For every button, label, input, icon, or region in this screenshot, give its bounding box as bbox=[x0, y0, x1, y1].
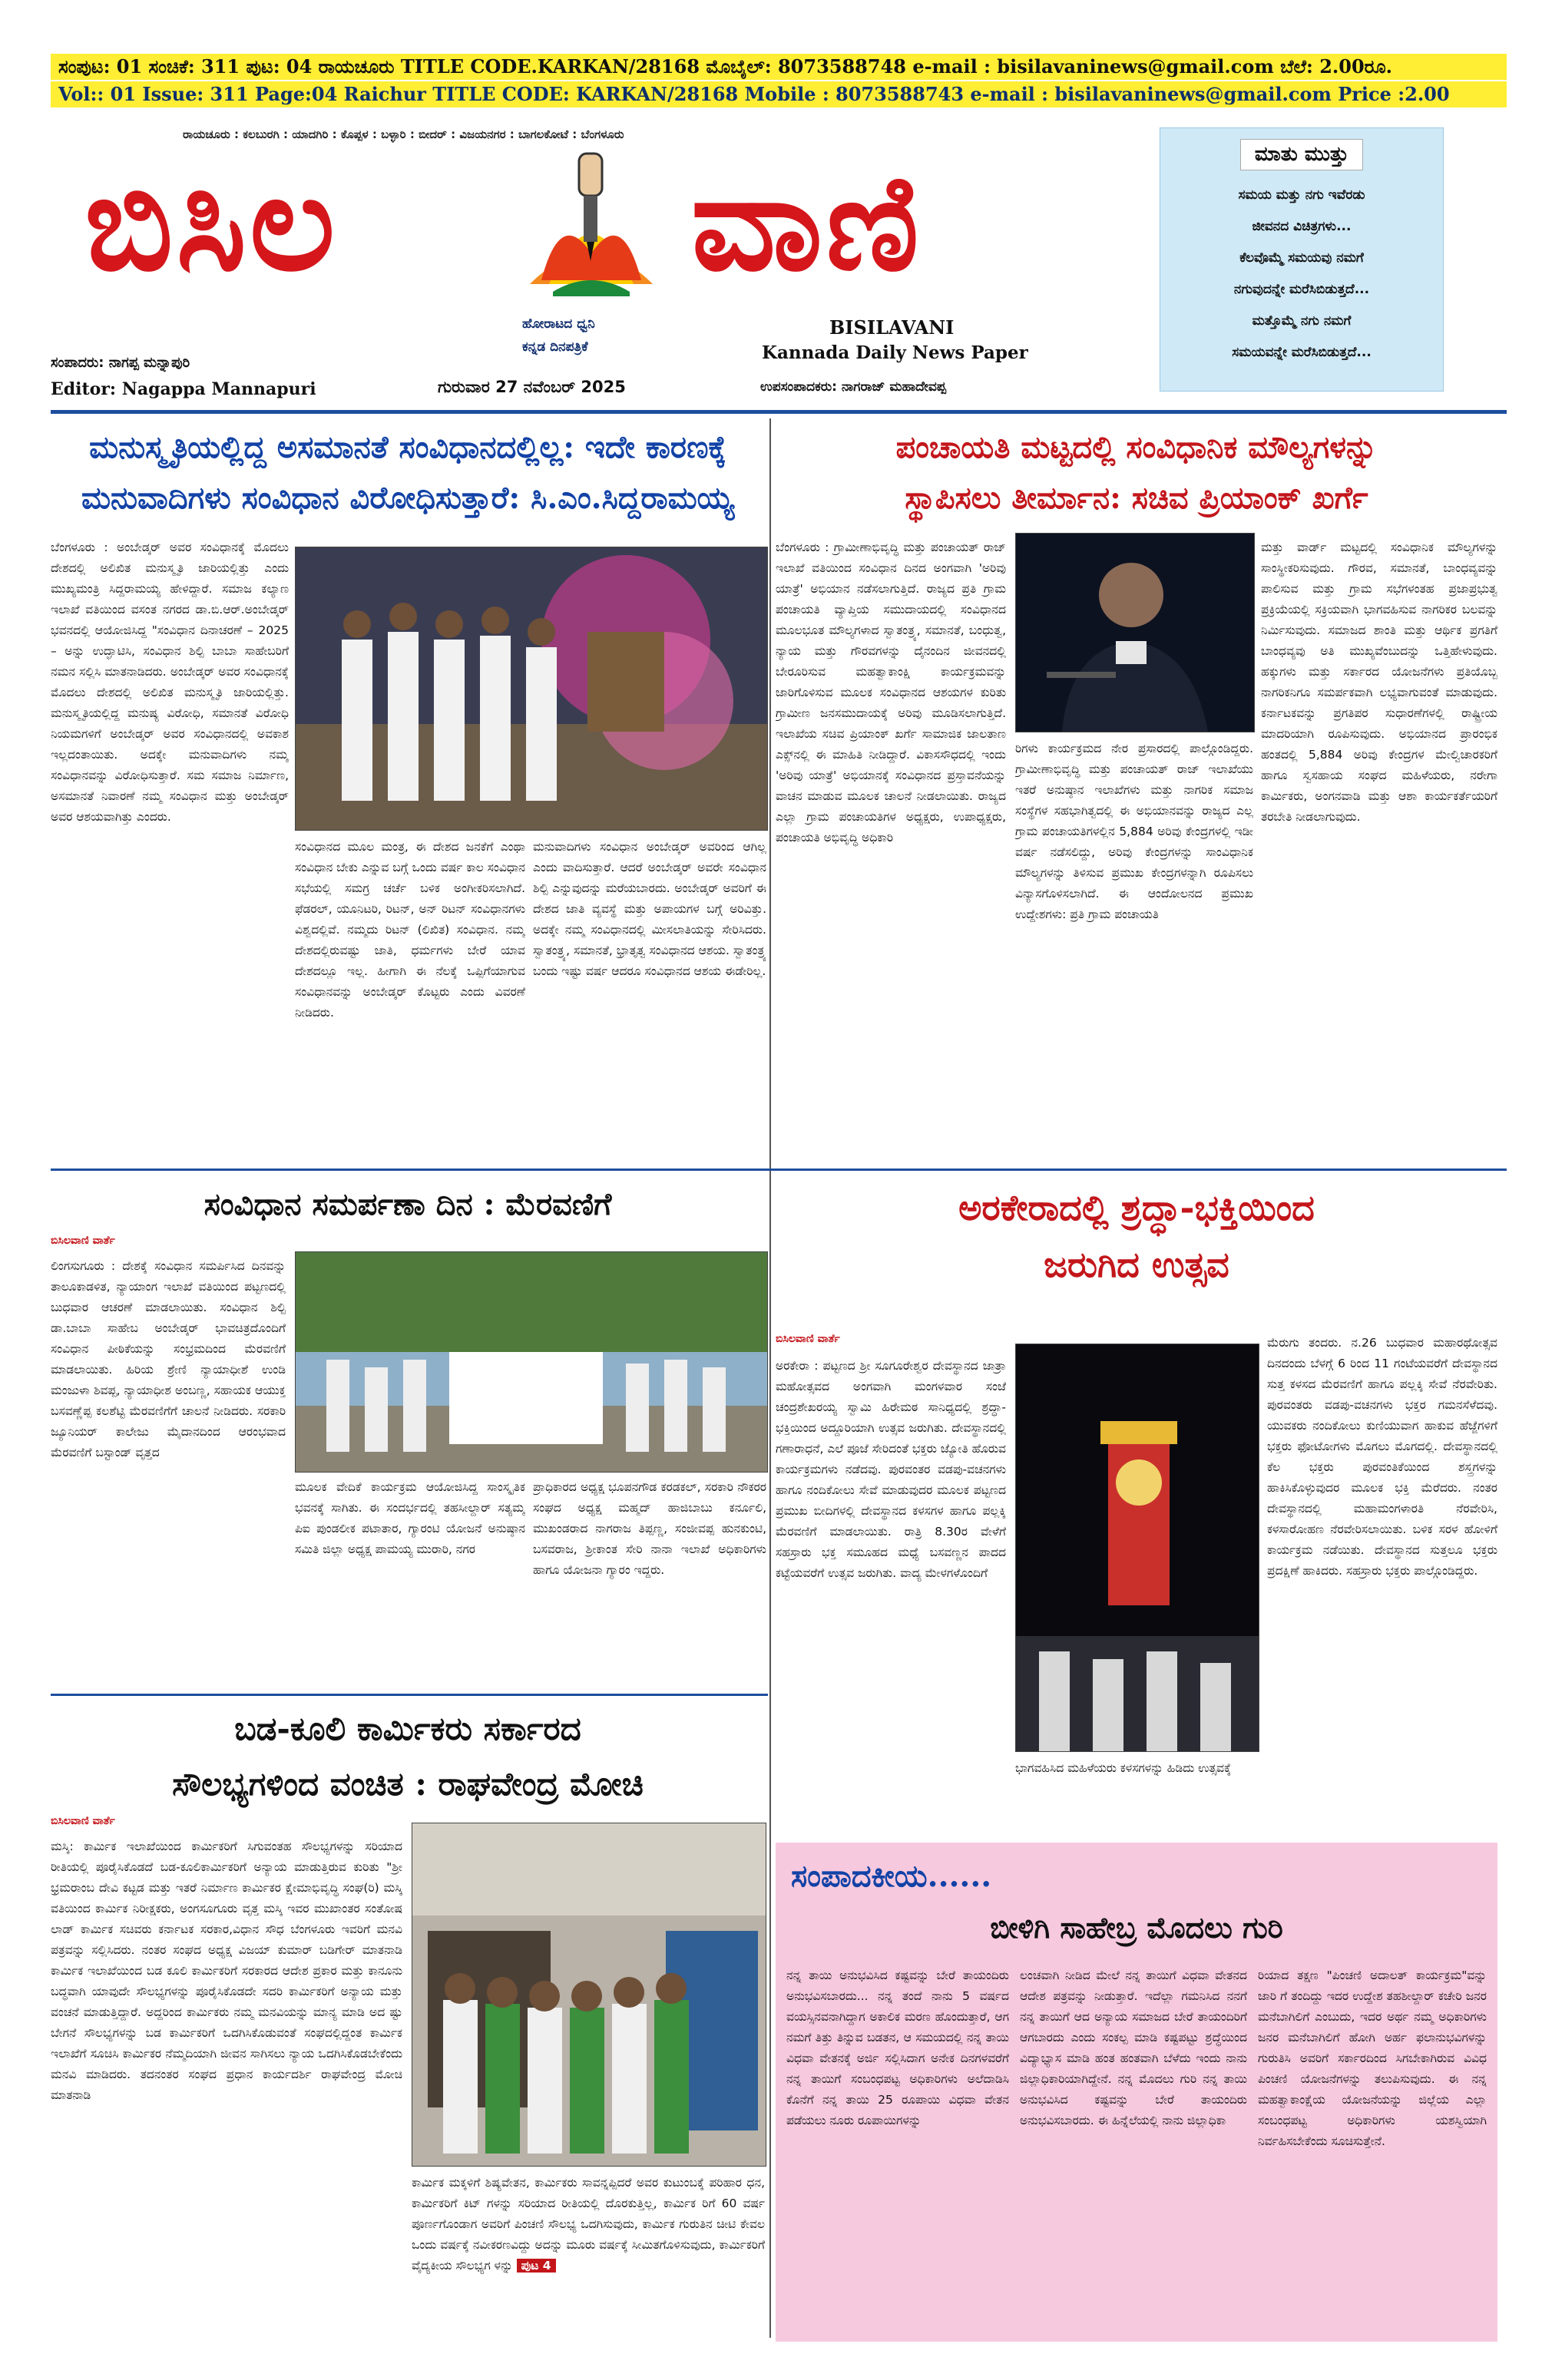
logo-text-part1: ಬಿಸಿಲ bbox=[84, 144, 339, 300]
story5-headline-line2: ಸೌಲಭ್ಯಗಳಿಂದ ವಂಚಿತ : ರಾಘವೇಂದ್ರ ಮೋಚಿ bbox=[172, 1765, 644, 1803]
editorial-col1 bbox=[786, 1965, 1009, 2334]
story2-col1 bbox=[776, 537, 1006, 1159]
story1-col1 bbox=[51, 537, 289, 1159]
tagline-daily: ಕನ್ನಡ ದಿನಪತ್ರಿಕೆ bbox=[522, 339, 588, 355]
towns-list: ರಾಯಚೂರು : ಕಲಬುರಗಿ : ಯಾದಗಿರಿ : ಕೊಪ್ಪಳ : ಬಳ್ಳಾರಿ : ಬೀದರ್ : ವಿಜಯನಗರ : ಬಾಗಲಕೋಟೆ : ಬೆಂಗಳೂರು bbox=[183, 127, 624, 141]
story1-col2 bbox=[295, 837, 525, 1159]
story3-col2 bbox=[295, 1477, 525, 1686]
story5-col2-text: ಕಾರ್ಮಿಕ ಮಕ್ಕಳಿಗೆ ಶಿಷ್ಯವೇತನ, ಕಾರ್ಮಿಕರು ಸಾವನ್ನಪ್ಪಿದರೆ ಅವರ ಕುಟುಂಬಕ್ಕೆ ಪರಿಹಾರ ಧನ, ಕಾರ್ಮಿಕರಿಗೆ ಕಿಟ್ ಗಳನ್ನು ಸರಿಯಾದ ರೀತಿಯಲ್ಲಿ ದೊರಕುತ್ತಿಲ್ಲ, ಕಾರ್ಮಿಕ ರಿಗೆ 60 ವರ್ಷ ಪೂರ್ಣಗೊಂಡಾಗ ಅವರಿಗೆ ಪಿಂಚಣಿ ಸೌಲಭ್ಯ ಒದಗಿಸುವುದು, ಕಾರ್ಮಿಕ ಗುರುತಿನ ಚೀಟಿ ಕೇವಲ ಒಂದು ವರ್ಷಕ್ಕೆ ನವೀಕರಣವಿದ್ದು ಅದನ್ನು ಮೂರು ವರ್ಷಕ್ಕೆ ಸೀಮಿತಗೊಳಿಸುವುದು, ಕಾರ್ಮಿಕರಿಗೆ ವೈದ್ಯಕೀಯ ಸೌಲಭ್ಯಗ ಳನ್ನು bbox=[412, 2176, 765, 2273]
editorial-col2 bbox=[1020, 1965, 1247, 2334]
column-divider bbox=[769, 418, 771, 2338]
section-divider bbox=[51, 1169, 1507, 1171]
story5-col1 bbox=[51, 1836, 402, 2343]
story1-col3-text: ಮನುವಾದಿಗಳು ಸಂವಿಧಾನ ಅಂಬೇಡ್ಕರ್ ಅವರಿಂದ ಆಗಿಲ್ಲ ಎಂದು ವಾದಿಸುತ್ತಾರೆ. ಆದರೆ ಅಂಬೇಡ್ಕರ್ ಅವರೇ ಸಂವಿಧಾನ ಶಿಲ್ಪಿ ಎನ್ನುವುದನ್ನು ಮರೆಯಬಾರದು. ಅಂಬೇಡ್ಕರ್ ಅವರಿಗೆ ಈ ದೇಶದ ಜಾತಿ ವ್ಯವಸ್ಥೆ ಮತ್ತು ಅಪಾಯಗಳ ಬಗ್ಗೆ ಅರಿವಿತ್ತು. ಅದಕ್ಕೇ ನಮ್ಮ ಸಂವಿಧಾನದಲ್ಲಿ ಮೀಸಲಾತಿಯನ್ನು ಸೇರಿಸಿದರು. ಸ್ವಾತಂತ್ರ್ಯ, ಸಮಾನತೆ, ಭ್ರಾತೃತ್ವ ಸಂವಿಧಾನದ ಆಶಯ. ಸ್ವಾತಂತ್ರ್ಯ ಬಂದು ಇಷ್ಟು ವರ್ಷ ಆದರೂ ಸಂವಿಧಾನದ ಆಶಯ ಈಡೇರಿಲ್ಲ. bbox=[533, 840, 766, 978]
story1-col3 bbox=[533, 837, 766, 1159]
story2-col3 bbox=[1261, 537, 1497, 1159]
quote-title: ಮಾತು ಮುತ್ತು bbox=[1240, 139, 1363, 170]
quote-line: ಸಮಯವನ್ನೇ ಮರೆಸಿಬಿಡುತ್ತದೆ... bbox=[1232, 345, 1372, 360]
story1-headline bbox=[51, 422, 765, 524]
story2-col2-text: ರಿಗಳು ಕಾರ್ಯಕ್ರಮದ ನೇರ ಪ್ರಸಾರದಲ್ಲಿ ಪಾಲ್ಗೊಂಡಿದ್ದರು. ಗ್ರಾಮೀಣಾಭಿವೃದ್ಧಿ ಮತ್ತು ಪಂಚಾಯತ್ ರಾಜ್ ಇಲಾಖೆಯು ಇತರೆ ಅನುಷ್ಠಾನ ಇಲಾಖೆಗಳು ಮತ್ತು ನಾಗರಿಕ ಸಮಾಜ ಸಂಸ್ಥೆಗಳ ಸಹಭಾಗಿತ್ವದಲ್ಲಿ ಈ ಅಭಿಯಾನವನ್ನು ರಾಜ್ಯದ ಎಲ್ಲ ಗ್ರಾಮ ಪಂಚಾಯತಿಗಳಲ್ಲಿನ 5,884 ಅರಿವು ಕೇಂದ್ರಗಳಲ್ಲಿ ಇಡೀ ವರ್ಷ ನಡೆಸಲಿದ್ದು, ಅರಿವು ಕೇಂದ್ರಗಳನ್ನು ಸಾಂವಿಧಾನಿಕ ಮೌಲ್ಯಗಳನ್ನು ತಿಳಿಸುವ ಪ್ರಮುಖ ಕೇಂದ್ರಗಳನ್ನಾಗಿ ರೂಪಿಸಲು ವಿನ್ಯಾಸಗೊಳಿಸಲಾಗಿದೆ. ಈ ಆಂದೋಲನದ ಪ್ರಮುಖ ಉದ್ದೇಶಗಳು: ಪ್ರತಿ ಗ್ರಾಮ ಪಂಚಾಯತಿ bbox=[1015, 742, 1253, 921]
section-divider bbox=[51, 1694, 768, 1696]
story4-caption-text: ಭಾಗವಹಿಸಿದ ಮಹಿಳೆಯರು ಕಳಸಗಳನ್ನು ಹಿಡಿದು ಉತ್ಸವಕ್ಕೆ bbox=[1015, 1761, 1232, 1775]
story5-col1-text: ಮಸ್ಕಿ: ಕಾರ್ಮಿಕ ಇಲಾಖೆಯಿಂದ ಕಾರ್ಮಿಕರಿಗೆ ಸಿಗುವಂತಹ ಸೌಲಭ್ಯಗಳನ್ನು ಸರಿಯಾದ ರೀತಿಯಲ್ಲಿ ಪೂರೈಸಿಕೊಡದೆ ಬಡ-ಕೂಲಿಕಾರ್ಮಿಕರಿಗೆ ಅನ್ಯಾಯ ಮಾಡುತ್ತಿರುವ ಕುರಿತು "ಶ್ರೀ ಭ್ರಮರಾಂಬ ದೇವಿ ಕಟ್ಟಡ ಮತ್ತು ಇತರೆ ನಿರ್ಮಾಣ ಕಾರ್ಮಿಕರ ಕ್ಷೇಮಾಭಿವೃದ್ಧಿ ಸಂಘ(ರಿ) ಮಸ್ಕಿ ವತಿಯಿಂದ ಕಾರ್ಮಿಕ ನಿರೀಕ್ಷಕರು, ಅಂಗಸೂಗೂರು ವೃತ್ತ ಮಸ್ಕಿ ಇವರ ಮುಖಾಂತರ ಸಂತೋಷ ಲಾಡ್ ಕಾರ್ಮಿಕ ಸಚಿವರು ಕರ್ನಾಟಕ ಸರಕಾರ,ವಿಧಾನ ಸೌಧ ಬೆಂಗಳೂರು ಇವರಿಗೆ ಮನವಿ ಪತ್ರವನ್ನು ಸಲ್ಲಿಸಿದರು. ನಂತರ ಸಂಘದ ಅಧ್ಯಕ್ಷ ವಿಜಯ್ ಕುಮಾರ್ ಬಡಿಗೇರ್ ಮಾತನಾಡಿ ಕಾರ್ಮಿಕ ಇಲಾಖೆಯಿಂದ ಬಡ ಕೂಲಿ ಕಾರ್ಮಿಕರಿಗೆ ಸರಕಾರದ ಆದೇಶ ಪ್ರಕಾರ ಮತ್ತು ಕಾನೂನು ಬದ್ಧವಾಗಿ ಯಾವುದೇ ಸೌಲಭ್ಯಗಳನ್ನು ಪೂರೈಸಿಕೊಡದೇ ಸದರಿ ಕಾರ್ಮಿಕರಿಗೆ ಅನ್ಯಾಯ ಮತ್ತು ವಂಚನೆ ಮಾಡುತ್ತಿದ್ದಾರೆ. ಅದ್ದರಿಂದ ಕಾರ್ಮಿಕರು ನಮ್ಮ ಮನವಿಯನ್ನು ಮಾನ್ಯ ಮಾಡಿ ಅದ ಷ್ಟು ಬೇಗನೆ ಸೌಲಭ್ಯಗಳನ್ನು ಬಡ ಕಾರ್ಮಿಕರಿಗೆ ಒದಗಿಸಿಕೊಡುವಂತೆ ಸಂಘದಲ್ಲಿದ್ದಂತ ಕಾರ್ಮಿಕ ಇಲಾಖೆಗೆ ಸೂಚಿಸಿ ಕಾರ್ಮಿಕರ ನೆಮ್ಮದಿಯಾಗಿ ಜೀವನ ಸಾಗಿಸಲು ನ್ಯಾಯ ಒದಗಿಸಿಕೊಡಬೇಕೆಂದು ಮನವಿ ಮಾಡಿದರು. ತದನಂತರ ಸಂಘದ ಪ್ರಧಾನ ಕಾರ್ಯದರ್ಶಿ ರಾಘವೇಂದ್ರ ಮೋಚಿ ಮಾತನಾಡಿ bbox=[51, 1840, 402, 2102]
story5-credit: ಬಿಸಿಲವಾಣಿ ವಾರ್ತೆ bbox=[51, 1815, 115, 1827]
story2-col3-text: ಮತ್ತು ವಾರ್ಡ್ ಮಟ್ಟದಲ್ಲಿ ಸಂವಿಧಾನಿಕ ಮೌಲ್ಯಗಳನ್ನು ಸಾಂಸ್ಥೀಕರಿಸುವುದು. ಗೌರವ, ಸಮಾನತೆ, ಬಾಂಧವ್ಯವನ್ನು ಪಾಲಿಸುವ ಮತ್ತು ಗ್ರಾಮ ಸಭೆಗಳಂತಹ ಪ್ರಜಾಪ್ರಭುತ್ವ ಪ್ರಕ್ರಿಯೆಯಲ್ಲಿ ಸಕ್ರಿಯವಾಗಿ ಭಾಗವಹಿಸುವ ನಾಗರಿಕರ ಬಲವನ್ನು ನಿರ್ಮಿಸುವುದು. ಸಮಾಜದ ಶಾಂತಿ ಮತ್ತು ಆರ್ಥಿಕ ಪ್ರಗತಿಗೆ ಬಾಂಧವ್ಯವು ಅತಿ ಮುಖ್ಯವೆಂಬುದನ್ನು ಒತ್ತಿಹೇಳುವುದು. ಹಕ್ಕುಗಳು ಮತ್ತು ಸರ್ಕಾರದ ಯೋಜನೆಗಳು ಪ್ರತಿಯೊಬ್ಬ ನಾಗರಿಕನಿಗೂ ಸಮರ್ಪಕವಾಗಿ ಲಭ್ಯವಾಗುವಂತೆ ಮಾಡುವುದು. ಕರ್ನಾಟಕವನ್ನು ಪ್ರಗತಿಪರ ಸುಧಾರಣೆಗಳಲ್ಲಿ ರಾಷ್ಟ್ರೀಯ ಮಾದರಿಯಾಗಿ ರೂಪಿಸುವುದು. ಅಭಿಯಾನದ ಪ್ರಾರಂಭಿಕ ಹಂತದಲ್ಲಿ 5,884 ಅರಿವು ಕೇಂದ್ರಗಳ ಮೇಲ್ವಿಚಾರಕರಿಗೆ ಹಾಗೂ ಸ್ವಸಹಾಯ ಸಂಘದ ಮಹಿಳೆಯರು, ನರೇಗಾ ಕಾರ್ಮಿಕರು, ಅಂಗನವಾಡಿ ಮತ್ತು ಆಶಾ ಕಾರ್ಯಕರ್ತೆಯರಿಗೆ ತರಬೇತಿ ನೀಡಲಾಗುವುದು. bbox=[1261, 540, 1497, 824]
editorial-col1-text: ನನ್ನ ತಾಯಿ ಅನುಭವಿಸಿದ ಕಷ್ಟವನ್ನು ಬೇರೆ ತಾಯಂದಿರು ಅನುಭವಿಸಬಾರದು... ನನ್ನ ತಂದೆ ನಾನು 5 ವರ್ಷದ ವಯಸ್ಸಿನವನಾಗಿದ್ದಾಗ ಅಕಾಲಿಕ ಮರಣ ಹೊಂದುತ್ತಾರೆ, ಆಗ ನಮಗೆ ತಿತ್ತು ತಿನ್ನುವ ಬಡತನ, ಆ ಸಮಯದಲ್ಲಿ ನನ್ನ ತಾಯಿ ವಿಧವಾ ವೇತನಕ್ಕೆ ಅರ್ಜಿ ಸಲ್ಲಿಸಿದಾಗ ಅನೇಕ ದಿನಗಳವರೆಗೆ ನನ್ನ ತಾಯಿಗೆ ಸಂಬಂಧಪಟ್ಟ ಅಧಿಕಾರಿಗಳು ಅಲೆದಾಡಿಸಿ ಕೊನೆಗೆ ನನ್ನ ತಾಯಿ 25 ರೂಪಾಯಿ ವಿಧವಾ ವೇತನ ಪಡೆಯಲು ನೂರು ರೂಪಾಯಿಗಳನ್ನು bbox=[786, 1968, 1009, 2127]
editor-english: Editor: Nagappa Mannapuri bbox=[51, 379, 316, 399]
story4-photo bbox=[1015, 1344, 1259, 1752]
quote-line: ನಗುವುದನ್ನೇ ಮರೆಸಿಬಿಡುತ್ತದೆ... bbox=[1233, 282, 1370, 297]
logo-text-part2: ವಾಣಿ bbox=[691, 144, 922, 300]
story2-headline-line1: ಪಂಚಾಯತಿ ಮಟ್ಟದಲ್ಲಿ ಸಂವಿಧಾನಿಕ ಮೌಲ್ಯಗಳನ್ನು bbox=[895, 429, 1378, 465]
quote-line: ಸಮಯ ಮತ್ತು ನಗು ಇವೆರಡು bbox=[1238, 187, 1365, 203]
story2-headline bbox=[776, 422, 1497, 524]
quote-line: ಮತ್ತೊಮ್ಮೆ ನಗು ನಮಗೆ bbox=[1252, 313, 1352, 329]
story3-col3-text: ಪ್ರಾಧಿಕಾರದ ಅಧ್ಯಕ್ಷ ಭೂಪನಗೌಡ ಕರಡಕಲ್, ಸರಕಾರಿ ನೌಕರರ ಸಂಘದ ಅಧ್ಯಕ್ಷ ಮಹ್ಮದ್ ಹಾಜಿಬಾಬು ಕರ್ನೂಲಿ, ಮುಖಂಡರಾದ ನಾಗರಾಜ ತಿಪ್ಪಣ್ಣ, ಸಂಜೀವಪ್ಪ ಹುನಕುಂಟಿ, ಬಸವರಾಜ, ಶ್ರೀಕಾಂತ ಸೇರಿ ನಾನಾ ಇಲಾಖೆ ಅಧಿಕಾರಿಗಳು ಹಾಗೂ ಯೋಜನಾ ಗ್ಯಾರಂ ಇದ್ದರು. bbox=[533, 1480, 766, 1577]
story4-caption bbox=[1015, 1758, 1258, 1820]
story5-col2 bbox=[412, 2173, 765, 2343]
story3-col1-text: ಲಿಂಗಸುಗೂರು : ದೇಶಕ್ಕೆ ಸಂವಿಧಾನ ಸಮರ್ಪಿಸಿದ ದಿನವನ್ನು ತಾಲೂಕಾಡಳಿತ, ನ್ಯಾಯಾಂಗ ಇಲಾಖೆ ವತಿಯಿಂದ ಪಟ್ಟಣದಲ್ಲಿ ಬುಧವಾರ ಆಚರಣೆ ಮಾಡಲಾಯಿತು. ಸಂವಿಧಾನ ಶಿಲ್ಪಿ ಡಾ.ಬಾಬಾ ಸಾಹೇಬ ಅಂಬೇಡ್ಕರ್ ಭಾವಚಿತ್ರದೊಂದಿಗೆ ಸಂವಿಧಾನ ಪೀಠಿಕೆಯನ್ನು ಸಂಭ್ರಮದಿಂದ ಮೆರವಣಿಗೆ ಮಾಡಲಾಯಿತು. ಹಿರಿಯ ಶ್ರೇಣಿ ನ್ಯಾಯಾಧೀಶೆ ಉಂಡಿ ಮಂಜುಳಾ ಶಿವಪ್ಪ, ನ್ಯಾಯಾಧೀಶ ಅಂಬಣ್ಣ, ಸಹಾಯಕ ಆಯುಕ್ತ ಬಸವಣ್ಣೆಪ್ಪ ಕಲಶೆಟ್ಟಿ ಮೆರವಣಿಗೆಗೆ ಚಾಲನೆ ನೀಡಿದರು. ಸರಕಾರಿ ಜ್ಯೂನಿಯರ್ ಕಾಲೇಜು ಮೈದಾನದಿಂದ ಆರಂಭವಾದ ಮೆರವಣಿಗೆ ಬಸ್ಟಾಂಡ್ ವೃತ್ತದ bbox=[51, 1259, 286, 1459]
story3-photo bbox=[295, 1251, 768, 1473]
story4-credit: ಬಿಸಿಲವಾಣಿ ವಾರ್ತೆ bbox=[776, 1333, 840, 1345]
story2-photo bbox=[1015, 533, 1255, 732]
story4-headline bbox=[776, 1179, 1497, 1293]
masthead-band-english: Vol:: 01 Issue: 311 Page:04 Raichur TITLE CODE: KARKAN/28168 Mobile : 8073588743 e-mail : bisilavaninews@gmail.com Price :2.00 bbox=[51, 81, 1507, 107]
story3-headline: ಸಂವಿಧಾನ ಸಮರ್ಪಣಾ ದಿನ : ಮೆರವಣಿಗೆ bbox=[204, 1186, 612, 1222]
story1-col1-text: ಬೆಂಗಳೂರು : ಅಂಬೇಡ್ಕರ್ ಅವರ ಸಂವಿಧಾನಕ್ಕೆ ಮೊದಲು ದೇಶದಲ್ಲಿ ಅಲಿಖಿತ ಮನುಸ್ಮೃತಿ ಜಾರಿಯಲ್ಲಿತ್ತು ಎಂದು ಮುಖ್ಯಮಂತ್ರಿ ಸಿದ್ದರಾಮಯ್ಯ ಹೇಳಿದ್ದಾರೆ. ಸಮಾಜ ಕಲ್ಯಾಣ ಇಲಾಖೆ ವತಿಯಿಂದ ವಸಂತ ನಗರದ ಡಾ.ಬಿ.ಆರ್.ಅಂಬೇಡ್ಕರ್ ಭವನದಲ್ಲಿ ಆಯೋಜಿಸಿದ್ದ "ಸಂವಿಧಾನ ದಿನಾಚರಣೆ – 2025 – ಅನ್ನು ಉದ್ಘಾಟಿಸಿ, ಸಂವಿಧಾನ ಶಿಲ್ಪಿ ಬಾಬಾ ಸಾಹೇಬರಿಗೆ ನಮನ ಸಲ್ಲಿಸಿ ಮಾತನಾಡಿದರು. ಅಂಬೇಡ್ಕರ್ ಅವರ ಸಂವಿಧಾನಕ್ಕೆ ಮೊದಲು ದೇಶದಲ್ಲಿ ಅಲಿಖಿತ ಮನುಸ್ಮೃತಿ ಜಾರಿಯಲ್ಲಿತ್ತು. ಮನುಸ್ಮೃತಿಯಲ್ಲಿದ್ದ ಮನುಷ್ಯ ವಿರೋಧಿ, ಸಮಾನತೆ ವಿರೋಧಿ ನಿಯಮಗಳಿಗೆ ಅಂಬೇಡ್ಕರ್ ಅವರ ಸಂವಿಧಾನದಲ್ಲಿ ಅವಕಾಶ ಇಲ್ಲದಂತಾಯಿತು. ಅದಕ್ಕೇ ಮನುವಾದಿಗಳು ನಮ್ಮ ಸಂವಿಧಾನವನ್ನು ವಿರೋಧಿಸುತ್ತಾರೆ. ಸಮ ಸಮಾಜ ನಿರ್ಮಾಣ, ಅಸಮಾನತೆ ನಿವಾರಣೆ ನಮ್ಮ ಸಂವಿಧಾನ ಮತ್ತು ಅಂಬೇಡ್ಕರ್ ಅವರ ಆಶಯವಾಗಿತ್ತು ಎಂದರು. bbox=[51, 540, 289, 824]
story4-col1 bbox=[776, 1356, 1006, 1816]
subeditor: ಉಪಸಂಪಾದಕರು: ನಾಗರಾಜ್ ಮಹಾದೇವಪ್ಪ bbox=[760, 379, 946, 395]
editorial-title: ಸಂಪಾದಕೀಯ...... bbox=[791, 1858, 992, 1894]
story1-headline-line1: ಮನುಸ್ಮೃತಿಯಲ್ಲಿದ್ದ ಅಸಮಾನತೆ ಸಂವಿಧಾನದಲ್ಲಿಲ್ಲ: ಇದೇ ಕಾರಣಕ್ಕೆ bbox=[89, 429, 726, 465]
masthead-divider bbox=[51, 410, 1507, 414]
story3-credit: ಬಿಸಿಲವಾಣಿ ವಾರ್ತೆ bbox=[51, 1235, 115, 1247]
masthead-band-kannada: ಸಂಪುಟ: 01 ಸಂಚಿಕೆ: 311 ಪುಟ: 04 ರಾಯಚೂರು TITLE CODE.KARKAN/28168 ಮೊಬೈಲ್: 8073588748 e-mail : bisilavaninews@gmail.com ಬೆಲೆ: 2.00ರೂ. bbox=[51, 54, 1507, 80]
story3-col3 bbox=[533, 1477, 766, 1686]
story3-col2-text: ಮೂಲಕ ವೇದಿಕೆ ಕಾರ್ಯಕ್ರಮ ಆಯೋಜಿಸಿದ್ದ ಸಾಂಸ್ಕೃತಿಕ ಭವನಕ್ಕೆ ಸಾಗಿತು. ಈ ಸಂದರ್ಭದಲ್ಲಿ ತಹಸೀಲ್ದಾರ್ ಸತ್ಯಮ್ಮ ಪಿಐ ಪುಂಡಲೀಕ ಪಟಾತಾರ, ಗ್ಯಾರಂಟಿ ಯೋಜನೆ ಅನುಷ್ಠಾನ ಸಮಿತಿ ಜಿಲ್ಲಾ ಅಧ್ಯಕ್ಷ ಪಾಮಯ್ಯ ಮುರಾರಿ, ನಗರ bbox=[295, 1480, 525, 1556]
story5-headline bbox=[51, 1701, 765, 1812]
quote-box bbox=[1160, 127, 1444, 392]
issue-date: ಗುರುವಾರ 27 ನವೆಂಬರ್ 2025 bbox=[438, 378, 626, 396]
story3-col1 bbox=[51, 1256, 286, 1686]
editorial-col2-text: ಲಂಚವಾಗಿ ನೀಡಿದ ಮೇಲೆ ನನ್ನ ತಾಯಿಗೆ ವಿಧವಾ ವೇತನದ ಆದೇಶ ಪತ್ರವನ್ನು ನೀಡುತ್ತಾರೆ. ಇದೆಲ್ಲಾ ಗಮನಿಸಿದ ನನಗೆ ನನ್ನ ತಾಯಿಗೆ ಆದ ಅನ್ಯಾಯ ಸಮಾಜದ ಬೇರೆ ತಾಯಂದಿರಿಗೆ ಆಗಬಾರದು ಎಂದು ಸಂಕಲ್ಪ ಮಾಡಿ ಕಷ್ಟಪಟ್ಟು ಶ್ರದ್ಧೆಯಿಂದ ವಿದ್ಯಾಭ್ಯಾಸ ಮಾಡಿ ಹಂತ ಹಂತವಾಗಿ ಬೆಳೆದು ಇಂದು ನಾನು ಜಿಲ್ಲಾಧಿಕಾರಿಯಾಗಿದ್ದೇನೆ. ನನ್ನ ಮೊದಲು ಗುರಿ ನನ್ನ ತಾಯಿ ಅನುಭವಿಸಿದ ಕಷ್ಟವನ್ನು ಬೇರೆ ತಾಯಂದಿರು ಅನುಭವಿಸಬಾರದು. ಈ ಹಿನ್ನೆಲೆಯಲ್ಲಿ ನಾನು ಜಿಲ್ಲಾಧಿಕಾ bbox=[1020, 1968, 1247, 2127]
story4-headline-line1: ಅರಕೇರಾದಲ್ಲಿ ಶ್ರದ್ಧಾ-ಭಕ್ತಿಯಿಂದ bbox=[958, 1187, 1315, 1228]
story4-col2 bbox=[1267, 1333, 1497, 1816]
quote-line: ಜೀವನದ ವಿಚಿತ್ರಗಳು... bbox=[1252, 219, 1352, 234]
story4-col2-text: ಮೆರುಗು ತಂದರು. ನ.26 ಬುಧವಾರ ಮಹಾರಥೋತ್ಸವ ದಿನದಂದು ಬೆಳಗ್ಗೆ 6 ರಿಂದ 11 ಗಂಟೆಯವರೆಗೆ ದೇವಸ್ಥಾನದ ಸುತ್ತ ಕಳಸದ ಮೆರವಣಿಗೆ ಹಾಗೂ ಪಲ್ಲಕ್ಕಿ ಸೇವೆ ನೆರವೇರಿತು. ಪುರವಂತರು ವಡಪು-ವಚನಗಳು ಭಕ್ತರ ಗಮನಸೆಳೆದವು. ಯುವಕರು ನಂದಿಕೋಲು ಕುಣಿಯುವಾಗ ಹಾಕುವ ಹೆಜ್ಜೆಗಳಿಗೆ ಭಕ್ತರು ಫೋಟೋಗಳು ಮೊಗಲು ಮೊಗದಲ್ಲಿ. ದೇವಸ್ಥಾನದಲ್ಲಿ ಕೆಲ ಭಕ್ತರು ಪುರವಂತಿಕೆಯಿಂದ ಶಸ್ತ್ರಗಳನ್ನು ಹಾಕಿಸಿಕೊಳ್ಳುವುದರ ಮೂಲಕ ಭಕ್ತಿ ಮೆರೆದರು. ನಂತರ ದೇವಸ್ಥಾನದಲ್ಲಿ ಮಹಾಮಂಗಳಾರತಿ ನೆರವೇರಿಸಿ, ಕಳಸಾರೋಹಣ ನೆರವೇರಿಸಲಾಯಿತು. ಬಳಿಕ ಸರಳ ಹೋಳಿಗೆ ಕಾರ್ಯಕ್ರಮ ನಡೆಯಿತು. ದೇವಸ್ಥಾನದ ಸುತ್ತಲೂ ಭಕ್ತರು ಪ್ರದಕ್ಷಿಣೆ ಹಾಕಿದರು. ಸಹಸ್ರಾರು ಭಕ್ತರು ಪಾಲ್ಗೊಂಡಿದ್ದರು. bbox=[1267, 1336, 1497, 1578]
story1-photo bbox=[295, 547, 768, 831]
story2-headline-line2: ಸ್ಥಾಪಿಸಲು ತೀರ್ಮಾನ: ಸಚಿವ ಪ್ರಿಯಾಂಕ್ ಖರ್ಗೆ bbox=[905, 480, 1368, 516]
story2-col2 bbox=[1015, 739, 1253, 1159]
story5-continued-badge[interactable]: ಪುಟ 4 bbox=[517, 2259, 556, 2273]
story1-headline-line2: ಮನುವಾದಿಗಳು ಸಂವಿಧಾನ ವಿರೋಧಿಸುತ್ತಾರೆ: ಸಿ.ಎಂ.ಸಿದ್ದರಾಮಯ್ಯ bbox=[81, 480, 734, 516]
brand-subtitle: Kannada Daily News Paper bbox=[762, 342, 1028, 363]
editor-kannada: ಸಂಪಾದರು: ನಾಗಪ್ಪ ಮನ್ನಾಪುರಿ bbox=[51, 355, 190, 371]
tagline-voice: ಹೋರಾಟದ ಧ್ವನಿ bbox=[522, 316, 595, 332]
story5-photo bbox=[412, 1823, 766, 2167]
logo-torch-icon bbox=[507, 138, 676, 299]
quote-line: ಕೆಲವೊಮ್ಮೆ ಸಮಯವು ನಮಗೆ bbox=[1239, 250, 1364, 266]
editorial-col3 bbox=[1258, 1965, 1487, 2334]
story1-col2-text: ಸಂವಿಧಾನದ ಮೂಲ ಮಂತ್ರ, ಈ ದೇಶದ ಜನಕೆಗೆ ಎಂಥಾ ಸಂವಿಧಾನ ಬೇಕು ಎನ್ನುವ ಬಗ್ಗೆ ಒಂದು ವರ್ಷ ಕಾಲ ಸಂವಿಧಾನ ಸಭೆಯಲ್ಲಿ ಸಮಗ್ರ ಚರ್ಚೆ ಬಳಿಕ ಅಂಗೀಕರಿಸಲಾಗಿದೆ. ಫೆಡರಲ್, ಯೂನಿಟರಿ, ರಿಟನ್, ಅನ್ ರಿಟನ್ ಸಂವಿಧಾನಗಳು ವಿಶ್ವದಲ್ಲಿವೆ. ನಮ್ಮದು ರಿಟನ್ (ಲಿಖಿತ) ಸಂವಿಧಾನ. ನಮ್ಮ ದೇಶದಲ್ಲಿರುವಷ್ಟು ಜಾತಿ, ಧರ್ಮಗಳು ಬೇರೆ ಯಾವ ದೇಶದಲ್ಲೂ ಇಲ್ಲ. ಹೀಗಾಗಿ ಈ ನೆಲಕ್ಕೆ ಒಪ್ಪಿಗೆಯಾಗುವ ಸಂವಿಧಾನವನ್ನು ಅಂಬೇಡ್ಕರ್ ಕೊಟ್ಟರು ಎಂದು ವಿವರಣೆ ನೀಡಿದರು. bbox=[295, 840, 525, 1020]
brand-english: BISILAVANI bbox=[829, 316, 955, 339]
story2-col1-text: ಬೆಂಗಳೂರು : ಗ್ರಾಮೀಣಾಭಿವೃದ್ಧಿ ಮತ್ತು ಪಂಚಾಯತ್ ರಾಜ್ ಇಲಾಖೆ ವತಿಯಿಂದ ಸಂವಿಧಾನ ದಿನದ ಅಂಗವಾಗಿ 'ಅರಿವು ಯಾತ್ರೆ' ಅಭಿಯಾನ ನಡೆಸಲಾಗುತ್ತಿದೆ. ರಾಜ್ಯದ ಪ್ರತಿ ಗ್ರಾಮ ಪಂಚಾಯತಿ ವ್ಯಾಪ್ತಿಯ ಸಮುದಾಯದಲ್ಲಿ ಸಂವಿಧಾನದ ಮೂಲಭೂತ ಮೌಲ್ಯಗಳಾದ ಸ್ವಾತಂತ್ರ್ಯ, ಸಮಾನತೆ, ಬಂಧುತ್ವ, ನ್ಯಾಯ ಮತ್ತು ಗೌರವಗಳನ್ನು ದೈನಂದಿನ ಜೀವನದಲ್ಲಿ ಬೇರೂರಿಸುವ ಮಹತ್ವಾಕಾಂಕ್ಷಿ ಕಾರ್ಯಕ್ರಮವನ್ನು ಜಾರಿಗೊಳಿಸುವ ಮೂಲಕ ಸಂವಿಧಾನದ ಆಶಯಗಳ ಕುರಿತು ಗ್ರಾಮೀಣ ಜನಸಮುದಾಯಕ್ಕೆ ಅರಿವು ಮೂಡಿಸಲಾಗುತ್ತಿದೆ. ಇಲಾಖೆಯ ಸಚಿವ ಪ್ರಿಯಾಂಕ್ ಖರ್ಗೆ ಸಾಮಾಜಿಕ ಜಾಲತಾಣ ಎಕ್ಸ್‌ನಲ್ಲಿ ಈ ಮಾಹಿತಿ ನೀಡಿದ್ದಾರೆ. ವಿಕಾಸಸೌಧದಲ್ಲಿ ಇಂದು 'ಅರಿವು ಯಾತ್ರೆ' ಅಭಿಯಾನಕ್ಕೆ ಸಂವಿಧಾನದ ಪ್ರಸ್ತಾವನೆಯನ್ನು ವಾಚನ ಮಾಡುವ ಮೂಲಕ ಚಾಲನೆ ನೀಡಲಾಯಿತು. ರಾಜ್ಯದ ಎಲ್ಲಾ ಗ್ರಾಮ ಪಂಚಾಯತಿಗಳ ಅಧ್ಯಕ್ಷರು, ಉಪಾಧ್ಯಕ್ಷರು, ಪಂಚಾಯತಿ ಅಭಿವೃದ್ಧಿ ಅಧಿಕಾರಿ bbox=[776, 540, 1006, 845]
story4-col1-text: ಅರಕೇರಾ : ಪಟ್ಟಣದ ಶ್ರೀ ಸೂಗೂರೇಶ್ವರ ದೇವಸ್ಥಾನದ ಜಾತ್ರಾ ಮಹೋತ್ಸವದ ಅಂಗವಾಗಿ ಮಂಗಳವಾರ ಸಂಜೆ ಚಂದ್ರಶೇಖರಯ್ಯ ಸ್ವಾಮಿ ಹಿರೇಮಠ ಸಾನಿಧ್ಯದಲ್ಲಿ ಶ್ರದ್ಧಾ-ಭಕ್ತಿಯಿಂದ ಅದ್ದೂರಿಯಾಗಿ ಉತ್ಸವ ಜರುಗಿತು. ದೇವಸ್ಥಾನದಲ್ಲಿ ಗಣಾರಾಧನೆ, ಎಲೆ ಪೂಜೆ ಸೇರಿದಂತೆ ಭಕ್ತರು ಜ್ಯೋತಿ ಹೊರುವ ಕಾರ್ಯಕ್ರಮಗಳು ನಡೆದವು. ಪುರವಂತರ ವಡಪು-ವಚನಗಳು ಹಾಗೂ ನಂದಿಕೋಲು ಸೇವೆ ಮಾಡುವುದರ ಮೂಲಕ ಪಟ್ಟಣದ ಪ್ರಮುಖ ಬೀದಿಗಳಲ್ಲಿ ದೇವಸ್ಥಾನದ ಕಳಸಗಳ ಹಾಗೂ ಪಲ್ಲಕ್ಕಿ ಮೆರವಣಿಗೆ ಮಾಡಲಾಯಿತು. ರಾತ್ರಿ 8.30ರ ವೇಳೆಗೆ ಸಹಸ್ರಾರು ಭಕ್ತ ಸಮೂಹದ ಮಧ್ಯೆ ಬಸವಣ್ಣನ ಪಾದದ ಕಟ್ಟೆಯವರೆಗೆ ಉತ್ಸವ ಜರುಗಿತು. ವಾದ್ಯ ಮೇಳಗಳೊಂದಿಗೆ bbox=[776, 1359, 1006, 1580]
story4-headline-line2: ಜರುಗಿದ ಉತ್ಸವ bbox=[1044, 1244, 1229, 1285]
story5-headline-line1: ಬಡ-ಕೂಲಿ ಕಾರ್ಮಿಕರು ಸರ್ಕಾರದ bbox=[234, 1710, 581, 1747]
editorial-headline: ಬೀಳಿಗಿ ಸಾಹೇಬ್ರ ಮೊದಲು ಗುರಿ bbox=[990, 1910, 1283, 1945]
editorial-col3-text: ರಿಯಾದ ತಕ್ಷಣ "ಪಿಂಚಣಿ ಅದಾಲತ್ ಕಾರ್ಯಕ್ರಮ"ವನ್ನು ಜಾರಿ ಗೆ ತಂದಿದ್ದು ಇದರ ಉದ್ದೇಶ ತಹಶೀಲ್ದಾರ್ ಕಚೇರಿ ಜನರ ಮನೆಬಾಗಿಲಿಗೆ ಎಂಬುದು, ಇದರ ಅರ್ಥ ನಮ್ಮ ಅಧಿಕಾರಿಗಳು ಜನರ ಮನೆಬಾಗಿಲಿಗೆ ಹೋಗಿ ಅರ್ಹ ಫಲಾನುಭವಿಗಳನ್ನು ಗುರುತಿಸಿ ಅವರಿಗೆ ಸರ್ಕಾರದಿಂದ ಸಿಗಬೇಕಾಗಿರುವ ವಿವಿಧ ಪಿಂಚಣಿ ಯೋಜನೆಗಳನ್ನು ತಲುಪಿಸುವುದು. ಈ ನನ್ನ ಮಹತ್ವಾಕಾಂಕ್ಷೆಯ ಯೋಜನೆಯನ್ನು ಜಿಲ್ಲೆಯ ಎಲ್ಲಾ ಸಂಬಂಧಪಟ್ಟ ಅಧಿಕಾರಿಗಳು ಯಶಸ್ವಿಯಾಗಿ ನಿರ್ವಹಿಸಬೇಕೆಂದು ಸೂಚಿಸುತ್ತೇನೆ. bbox=[1258, 1968, 1487, 2148]
